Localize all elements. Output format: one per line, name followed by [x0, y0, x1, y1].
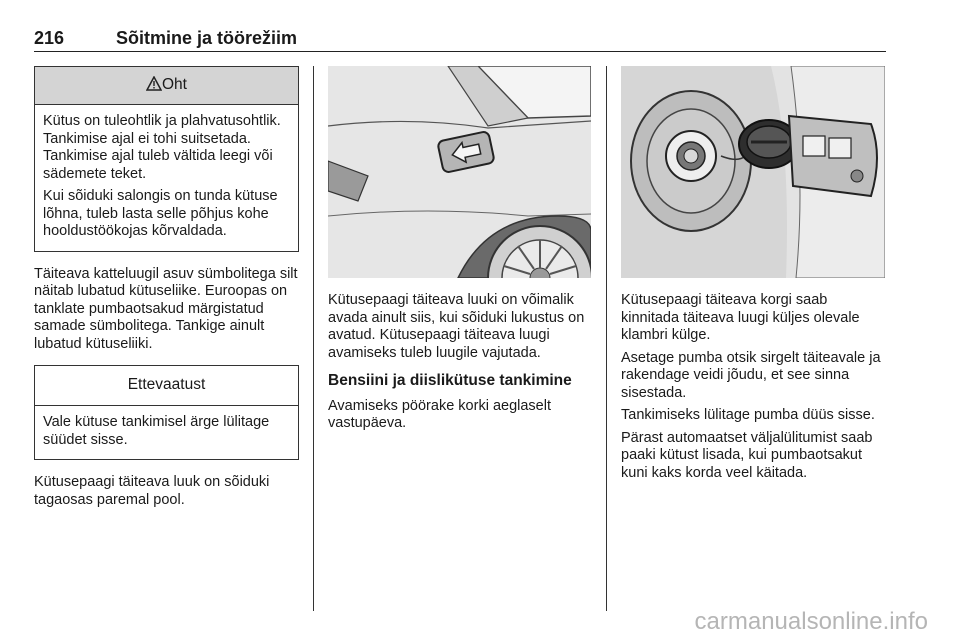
nozzle-activate-paragraph: Tankimiseks lülitage pumba düüs sisse. — [621, 407, 875, 423]
caution-header: Ettevaatust — [35, 366, 298, 406]
caution-body: Vale kütuse tankimisel ärge lülitage süüdet sisse. — [43, 414, 270, 448]
fuel-flap-location-paragraph: Kütusepaagi täiteava luuk on sõiduki tagaosas paremal pool. — [34, 474, 270, 508]
caution-box — [34, 365, 299, 460]
fuel-cap-illustration — [621, 66, 885, 278]
section-heading: Bensiini ja diislikütuse tankimine — [328, 372, 572, 389]
column-3 — [621, 292, 887, 487]
danger-box — [34, 66, 299, 252]
nozzle-insert-paragraph: Asetage pumba otsik sirgelt täiteavale ja rakendage veidi jõudu, et see sinna sisestada. — [621, 349, 881, 401]
fuel-label-paragraph: Täiteava katteluugil asuv sümbolitega silt näitab lubatud kütuseliike. Euroopas on tanklate pumbaotsakud märgistatud samade sümbolitega. Tankige ainult lubatud kütuseliiki. — [34, 265, 298, 352]
flap-opening-paragraph: Kütusepaagi täiteava luuki on võimalik avada ainult siis, kui sõiduki lukustus on avatud. Kütusepaagi täiteava luugi avamiseks tuleb luugile vajutada. — [328, 292, 585, 361]
watermark: carmanualsonline.info — [694, 608, 928, 635]
column-divider — [606, 66, 607, 611]
cap-opening-paragraph: Avamiseks pöörake korki aeglaselt vastupäeva. — [328, 397, 551, 431]
danger-title: Oht — [162, 76, 187, 93]
danger-paragraph: Kütus on tuleohtlik ja plahvatusohtlik. Tankimise ajal ei tohi suitsetada. Tankimise ajal tuleb vältida leegi või sädemete teket. — [43, 113, 281, 182]
danger-body — [35, 105, 298, 251]
page-number: 216 — [34, 28, 65, 48]
column-1 — [34, 66, 299, 514]
top-up-paragraph: Pärast automaatset väljalülitumist saab paaki kütust lisada, kui pumbaotsakut kuni kaks korda veel käitada. — [621, 429, 873, 481]
danger-paragraph: Kui sõiduki salongis on tunda kütuse lõhna, tuleb lasta selle põhjus kohe hooldustöökojas kõrvaldada. — [43, 188, 278, 239]
danger-header — [35, 67, 298, 105]
fuel-flap-illustration — [328, 66, 591, 278]
cap-clip-paragraph: Kütusepaagi täiteava korgi saab kinnitada täiteava luugi küljes olevale klambri külge. — [621, 292, 860, 343]
warning-triangle-icon — [146, 76, 162, 91]
column-2 — [328, 292, 593, 438]
column-divider — [313, 66, 314, 611]
chapter-title: Sõitmine ja töörežiim — [116, 28, 298, 48]
page-header — [34, 28, 886, 52]
